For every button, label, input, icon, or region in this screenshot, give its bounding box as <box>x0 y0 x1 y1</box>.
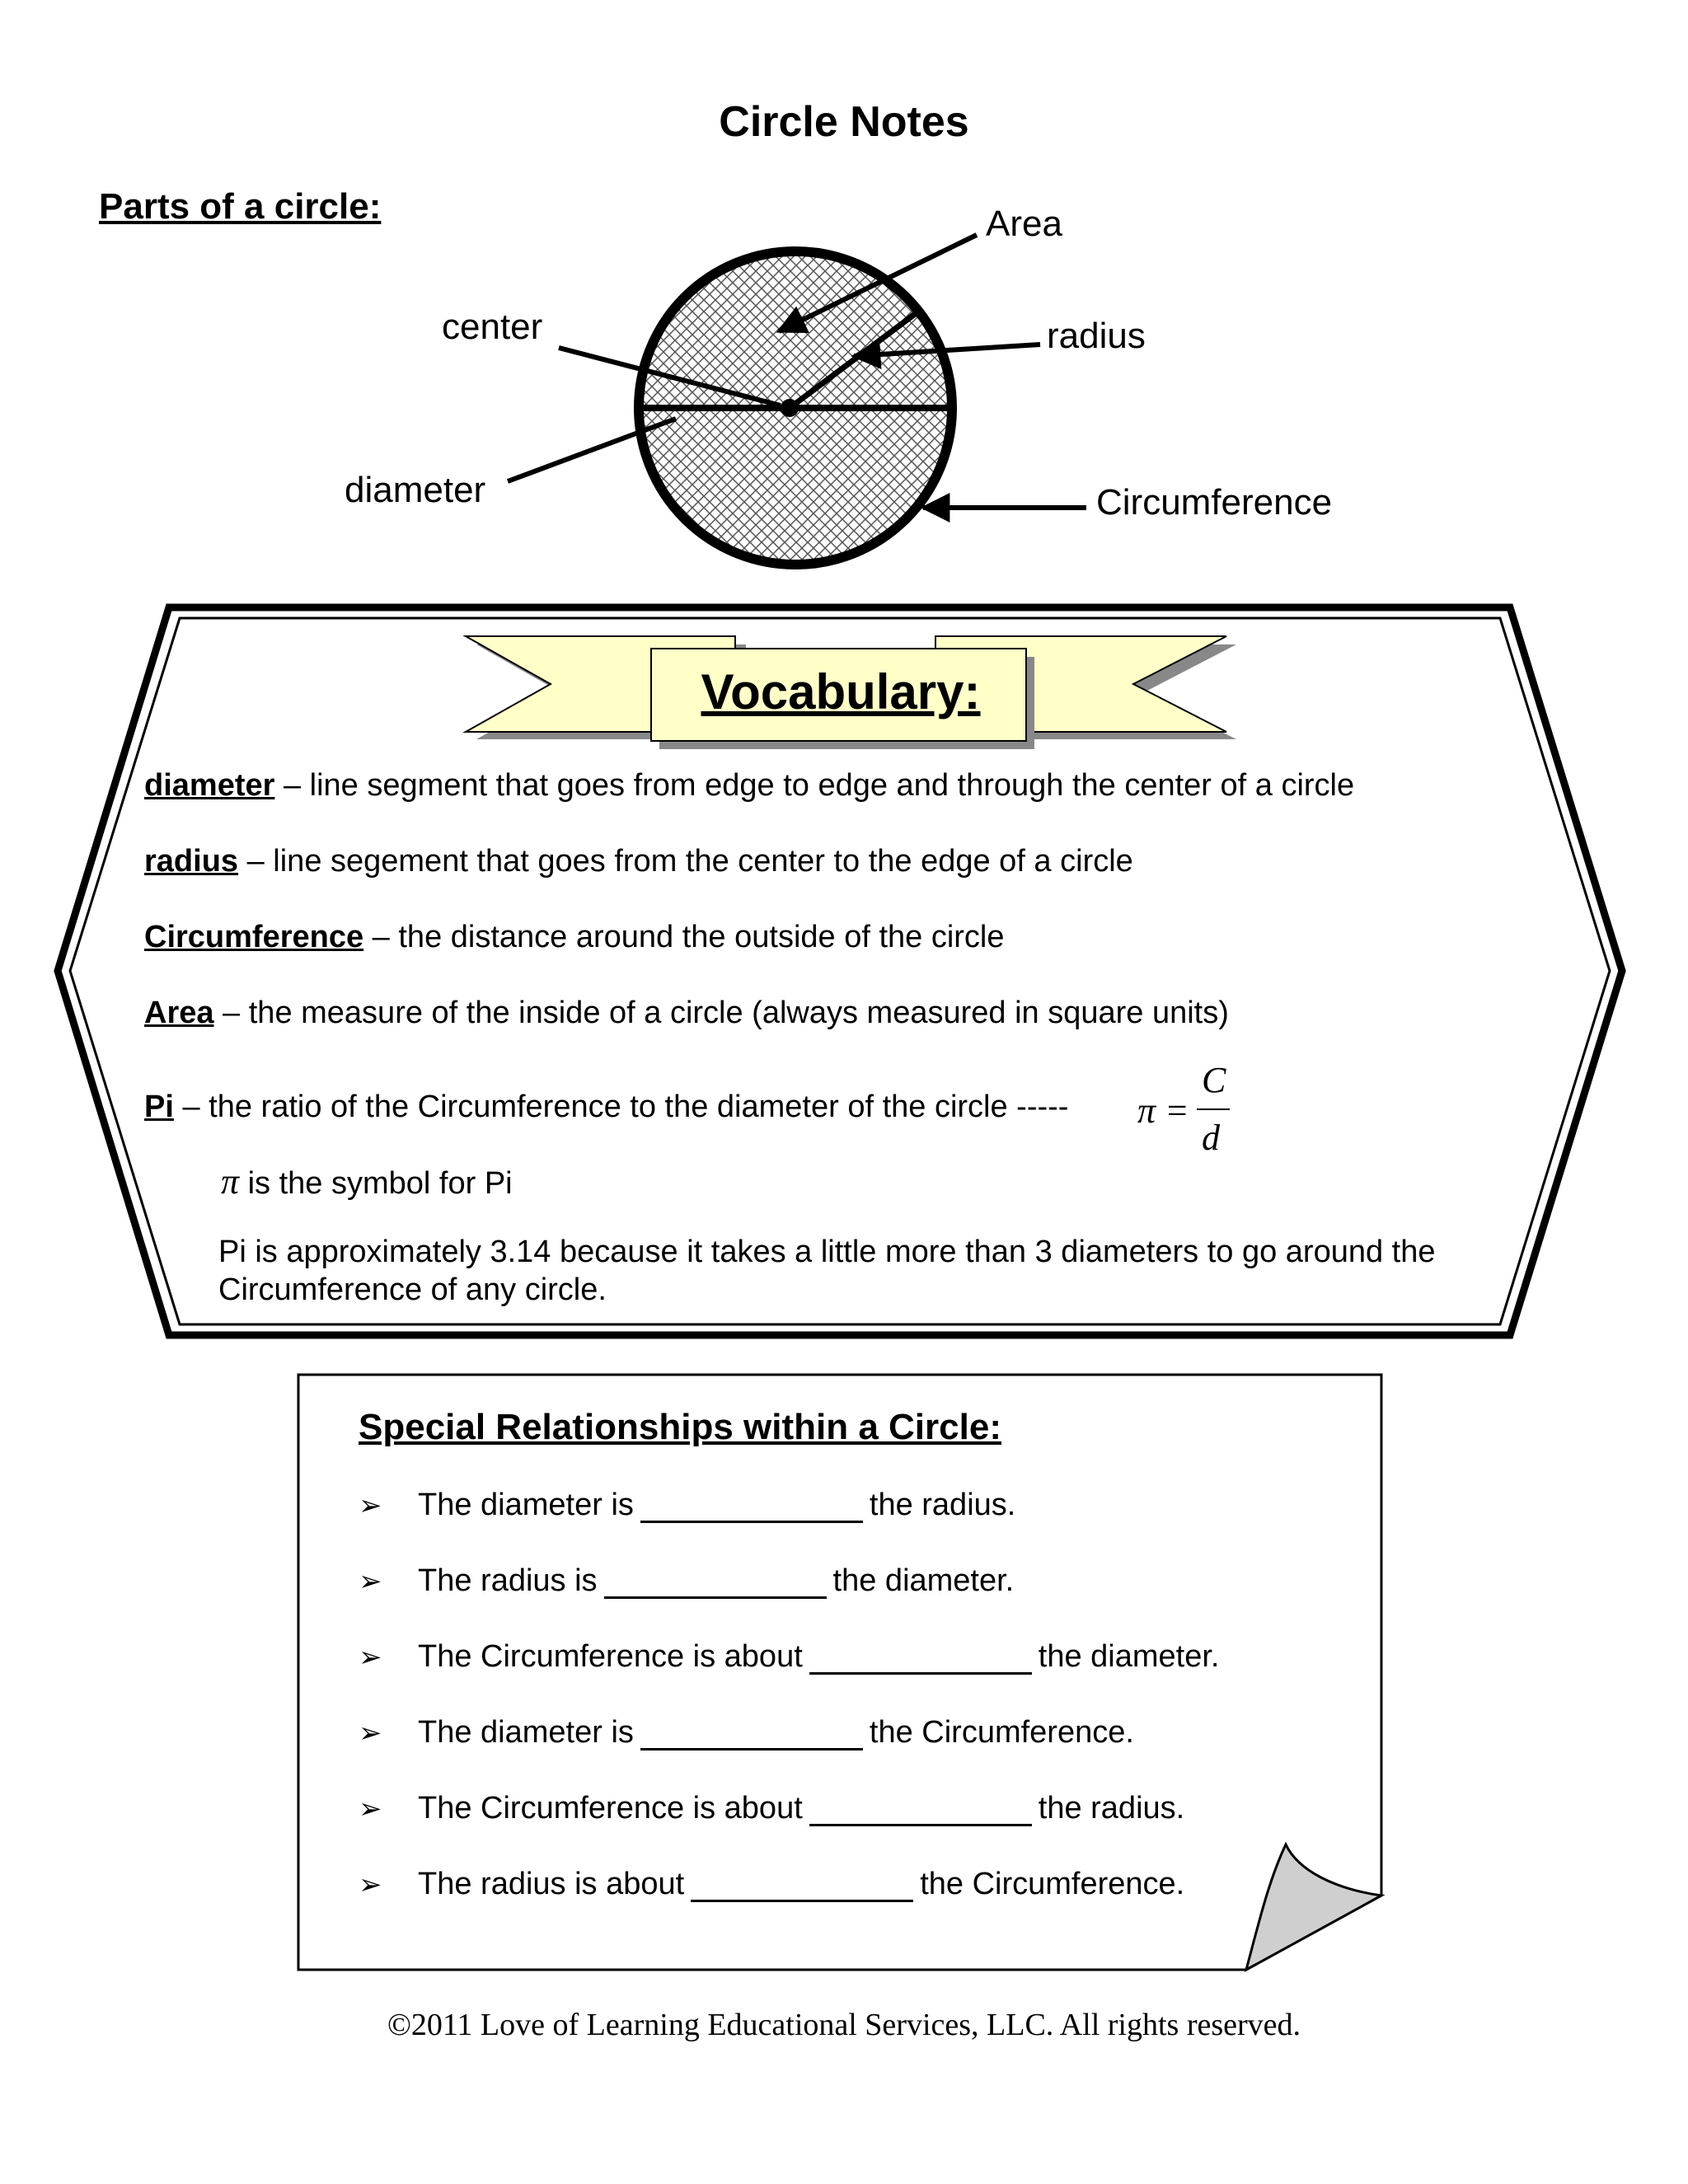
area-label: Area <box>986 204 1062 244</box>
relationship-after: the radius. <box>1038 1791 1185 1825</box>
arrow-bullet-icon: ➢ <box>359 1793 382 1825</box>
answer-blank[interactable] <box>604 1567 827 1599</box>
relationship-after: the diameter. <box>832 1563 1015 1598</box>
fraction-numerator: C <box>1202 1060 1226 1100</box>
relationship-before: The diameter is <box>418 1488 634 1522</box>
answer-blank[interactable] <box>640 1718 863 1750</box>
circumference-label: Circumference <box>1096 482 1333 523</box>
vocab-entry-diameter <box>144 768 1354 804</box>
relationship-before: The diameter is <box>418 1715 634 1750</box>
radius-label: radius <box>1047 316 1146 356</box>
vocab-entry-pi <box>144 1090 1068 1125</box>
answer-blank[interactable] <box>809 1643 1032 1675</box>
relationship-after: the diameter. <box>1038 1639 1220 1674</box>
relationship-before: The Circumference is about <box>418 1639 803 1674</box>
parts-heading: Parts of a circle: <box>99 186 382 227</box>
vocab-entry-area <box>144 996 1229 1031</box>
relationship-item <box>359 1488 1015 1523</box>
pi-symbol-note <box>221 1160 513 1202</box>
vocab-term: radius <box>144 844 239 879</box>
answer-blank[interactable] <box>691 1870 913 1902</box>
relationship-before: The Circumference is about <box>418 1791 803 1825</box>
relationship-after: the Circumference. <box>920 1867 1185 1901</box>
fraction-denominator: d <box>1202 1118 1220 1158</box>
vocab-definition: – the ratio of the Circumference to the diameter of the circle ----- <box>173 1090 1069 1124</box>
arrow-bullet-icon: ➢ <box>359 1869 382 1900</box>
pi-equals-symbol: π = <box>1137 1090 1189 1131</box>
vocab-term: Area <box>144 996 214 1030</box>
relationship-after: the radius. <box>869 1488 1016 1522</box>
arrow-bullet-icon: ➢ <box>359 1642 382 1673</box>
page-title: Circle Notes <box>719 98 969 146</box>
vocab-definition: – the measure of the inside of a circle (always measured in square units) <box>213 996 1229 1030</box>
vocab-term: Circumference <box>144 920 364 954</box>
answer-blank[interactable] <box>640 1491 863 1523</box>
answer-blank[interactable] <box>809 1794 1032 1826</box>
relationship-before: The radius is <box>418 1563 598 1598</box>
relationship-item <box>359 1563 1014 1599</box>
vocab-term: Pi <box>144 1090 174 1124</box>
relationship-item <box>359 1867 1184 1902</box>
vocab-definition: – the distance around the outside of the circle <box>363 920 1005 954</box>
vocab-banner-title: Vocabulary: <box>701 664 981 719</box>
relationship-item <box>359 1715 1134 1750</box>
pi-approximation-note: Pi is approximately 3.14 because it takes a little more than 3 diameters to go around the Circumference of any circle. <box>218 1235 1436 1307</box>
arrow-bullet-icon: ➢ <box>359 1490 382 1521</box>
relationship-before: The radius is about <box>418 1867 685 1901</box>
arrow-bullet-icon: ➢ <box>359 1718 382 1749</box>
relationship-after: the Circumference. <box>869 1715 1134 1750</box>
vocab-definition: – line segment that goes from edge to edge and through the center of a circle <box>274 768 1355 803</box>
copyright-footer: ©2011 Love of Learning Educational Services, LLC. All rights reserved. <box>387 2008 1301 2042</box>
vocab-definition: – line segement that goes from the center to the edge of a circle <box>238 844 1133 879</box>
relationship-item <box>359 1791 1184 1826</box>
pi-symbol-text: is the symbol for Pi <box>239 1166 513 1201</box>
diameter-label: diameter <box>345 470 486 510</box>
vocab-entry-circumference <box>144 920 1005 955</box>
fraction-bar <box>1197 1108 1230 1110</box>
vocab-entry-radius <box>144 844 1133 879</box>
center-label: center <box>442 307 543 347</box>
pi-symbol: π <box>221 1161 240 1202</box>
arrow-bullet-icon: ➢ <box>359 1566 382 1597</box>
center-point <box>781 399 799 417</box>
vocab-term: diameter <box>144 768 275 803</box>
relationships-heading: Special Relationships within a Circle: <box>359 1407 1001 1447</box>
relationship-item <box>359 1639 1219 1675</box>
